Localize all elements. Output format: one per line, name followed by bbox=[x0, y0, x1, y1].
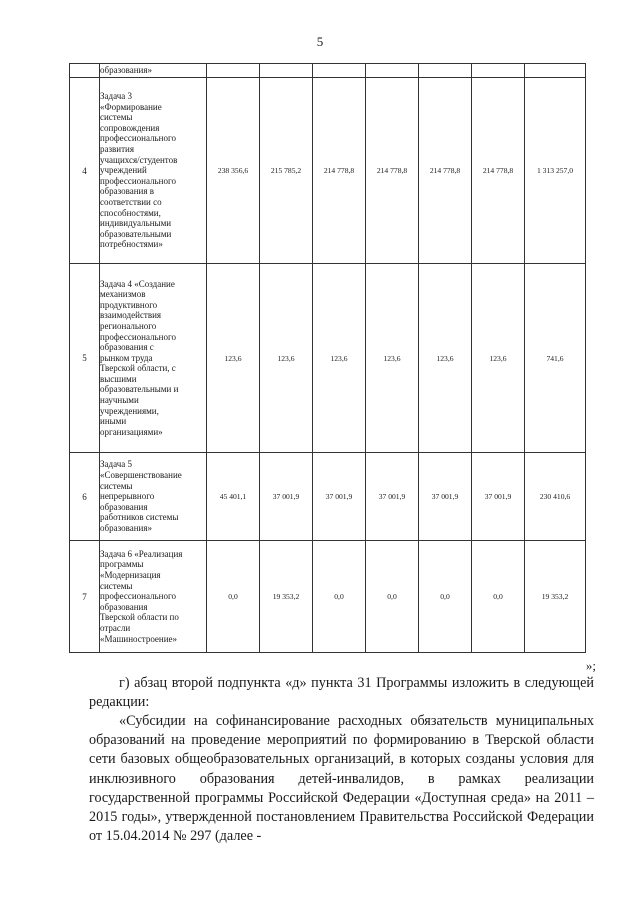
closing-quote-mark: »; bbox=[585, 658, 596, 673]
value-cell: 37 001,9 bbox=[313, 453, 366, 541]
value-cell: 37 001,9 bbox=[472, 453, 525, 541]
row-number: 5 bbox=[70, 264, 100, 453]
row-number bbox=[70, 64, 100, 78]
paragraph-text: г) абзац второй подпункта «д» пункта 31 Программы изложить в следующей редакции: bbox=[89, 675, 594, 711]
value-cell bbox=[472, 64, 525, 78]
task-text: Задача 5 «Совершенствование системы непрерывного образования работников системы образования» bbox=[100, 459, 182, 533]
value-cell: 0,0 bbox=[472, 541, 525, 653]
task-cell bbox=[100, 541, 207, 653]
value-cell: 214 778,8 bbox=[313, 78, 366, 264]
table-row bbox=[70, 453, 586, 541]
value-cell bbox=[260, 64, 313, 78]
value-cell: 37 001,9 bbox=[419, 453, 472, 541]
total-cell: 19 353,2 bbox=[525, 541, 586, 653]
total-cell: 1 313 257,0 bbox=[525, 78, 586, 264]
task-text: Задача 3 «Формирование системы сопровождения профессионального развития учащихся/студентов учреждений профессионального образования в соответствии со способностями, индивидуальными образовательными потребностями» bbox=[100, 91, 178, 250]
table-row bbox=[70, 78, 586, 264]
task-text: Задача 4 «Создание механизмов продуктивного взаимодействия регионального профессионального образования с рынком труда Тверской области, с высшими образовательными и научными учреждениями, иными организациями» bbox=[100, 278, 179, 437]
value-cell: 19 353,2 bbox=[260, 541, 313, 653]
value-cell: 214 778,8 bbox=[472, 78, 525, 264]
task-text: Задача 6 «Реализация программы «Модернизация системы профессионального образования Тверской области по отрасли «Машиностроение» bbox=[100, 548, 183, 644]
task-cell bbox=[100, 264, 207, 453]
subsidy-paragraph bbox=[89, 712, 594, 846]
row-number: 6 bbox=[70, 453, 100, 541]
value-cell: 238 356,6 bbox=[207, 78, 260, 264]
value-cell: 123,6 bbox=[472, 264, 525, 453]
value-cell: 0,0 bbox=[313, 541, 366, 653]
value-cell bbox=[366, 64, 419, 78]
table-row bbox=[70, 64, 586, 78]
value-cell: 123,6 bbox=[260, 264, 313, 453]
value-cell: 45 401,1 bbox=[207, 453, 260, 541]
task-cell bbox=[100, 453, 207, 541]
value-cell bbox=[207, 64, 260, 78]
value-cell: 215 785,2 bbox=[260, 78, 313, 264]
page-number: 5 bbox=[316, 34, 324, 49]
table-row bbox=[70, 264, 586, 453]
row-number: 4 bbox=[70, 78, 100, 264]
value-cell bbox=[313, 64, 366, 78]
value-cell: 123,6 bbox=[313, 264, 366, 453]
task-cell bbox=[100, 78, 207, 264]
value-cell: 214 778,8 bbox=[419, 78, 472, 264]
value-cell: 0,0 bbox=[419, 541, 472, 653]
total-cell bbox=[525, 64, 586, 78]
value-cell: 0,0 bbox=[366, 541, 419, 653]
value-cell: 123,6 bbox=[419, 264, 472, 453]
amendment-paragraph bbox=[89, 674, 594, 712]
paragraph-text: «Субсидии на софинансирование расходных обязательств муниципальных образований на проведение мероприятий по формированию в Тверской области сети базовых общеобразовательных организаций, в которых созданы условия для инклюзивного образования детей-инвалидов, в рамках реализации государственной программы Российской Федерации «Доступная среда» на 2011 – 2015 годы», утвержденной постановлением Правительства Российской Федерации от 15.04.2014 № 297 (далее - bbox=[89, 713, 594, 845]
value-cell: 123,6 bbox=[366, 264, 419, 453]
task-text: образования» bbox=[100, 65, 152, 76]
row-number: 7 bbox=[70, 541, 100, 653]
total-cell: 741,6 bbox=[525, 264, 586, 453]
budget-table bbox=[69, 63, 586, 653]
value-cell bbox=[419, 64, 472, 78]
value-cell: 123,6 bbox=[207, 264, 260, 453]
value-cell: 0,0 bbox=[207, 541, 260, 653]
value-cell: 214 778,8 bbox=[366, 78, 419, 264]
value-cell: 37 001,9 bbox=[260, 453, 313, 541]
table-row bbox=[70, 541, 586, 653]
task-cell bbox=[100, 64, 207, 78]
total-cell: 230 410,6 bbox=[525, 453, 586, 541]
value-cell: 37 001,9 bbox=[366, 453, 419, 541]
